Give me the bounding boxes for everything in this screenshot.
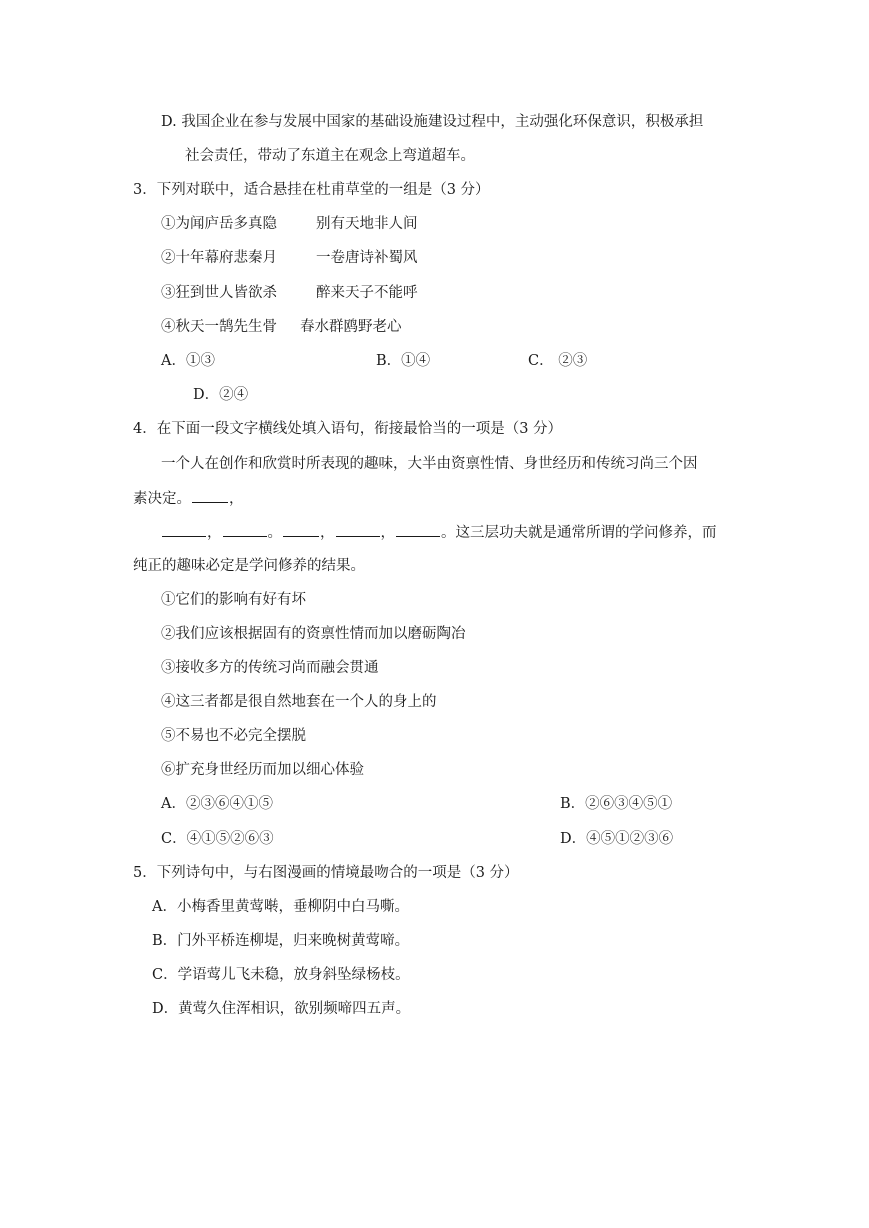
q5-option-b: B．门外平桥连柳堤，归来晚树黄莺啼。	[152, 933, 410, 949]
q4-blank-1	[192, 488, 228, 503]
q4-item-2: ②我们应该根据固有的资禀性情而加以磨砺陶冶	[161, 626, 466, 642]
q5-stem: 5．下列诗句中，与右图漫画的情境最吻合的一项是（3 分）	[133, 865, 519, 881]
q3-couplet-2-right: 一卷唐诗补蜀风	[316, 250, 418, 266]
q4-sep: ，	[380, 525, 395, 541]
q4-paragraph-line3-tail: 。这三层功夫就是通常所谓的学问修养，而	[441, 525, 717, 541]
q4-blank-2	[162, 522, 206, 537]
q2-option-d-line2: 社会责任，带动了东道主在观念上弯道超车。	[185, 148, 475, 164]
q4-sep: ，	[207, 525, 222, 541]
q3-option-a: A．①③	[161, 353, 215, 369]
q4-option-b: B．②⑥③④⑤①	[560, 796, 673, 812]
q5-option-c: C．学语莺儿飞未稳，放身斜坠绿杨枝。	[152, 967, 410, 983]
q3-couplet-3-right: 醉来天子不能呼	[316, 285, 418, 301]
q4-blank-6	[396, 522, 440, 537]
q4-paragraph-prefix: 素决定。	[133, 491, 191, 507]
q4-item-1: ①它们的影响有好有坏	[161, 592, 306, 608]
q4-paragraph-line1: 一个人在创作和欣赏时所表现的趣味，大半由资禀性情、身世经历和传统习尚三个因	[161, 456, 698, 472]
q4-item-4: ④这三者都是很自然地套在一个人的身上的	[161, 694, 437, 710]
q4-comma: ，	[229, 491, 244, 507]
q4-paragraph-line4: 纯正的趣味必定是学问修养的结果。	[133, 558, 365, 574]
q4-option-a: A．②③⑥④①⑤	[161, 796, 273, 812]
q3-option-d: D．②④	[193, 387, 249, 403]
q4-option-c: C．④①⑤②⑥③	[161, 831, 274, 847]
q4-blank-3	[223, 522, 267, 537]
q4-sep: 。	[267, 525, 282, 541]
q4-item-3: ③接收多方的传统习尚而融会贯通	[161, 660, 379, 676]
q5-option-a: A．小梅香里黄莺啭，垂柳阴中白马嘶。	[152, 899, 409, 915]
q3-couplet-1-right: 别有天地非人间	[316, 216, 418, 232]
q3-option-c: C． ②③	[528, 353, 588, 369]
q3-stem: 3．下列对联中，适合悬挂在杜甫草堂的一组是（3 分）	[133, 182, 490, 198]
q4-stem: 4．在下面一段文字横线处填入语句，衔接最恰当的一项是（3 分）	[133, 421, 563, 437]
q3-couplet-2-left: ②十年幕府悲秦月	[161, 250, 277, 266]
q3-option-b: B．①④	[376, 353, 431, 369]
q4-item-5: ⑤不易也不必完全摆脱	[161, 728, 306, 744]
q3-couplet-4-left: ④秋天一鹄先生骨	[161, 319, 277, 335]
q4-blank-4	[283, 522, 319, 537]
q4-paragraph-line3	[161, 522, 717, 543]
q2-option-d-line1: D. 我国企业在参与发展中国家的基础设施建设过程中，主动强化环保意识，积极承担	[161, 114, 704, 130]
q5-option-d: D．黄莺久住浑相识，欲别频啼四五声。	[152, 1001, 411, 1017]
q4-sep: ，	[320, 525, 335, 541]
q4-item-6: ⑥扩充身世经历而加以细心体验	[161, 762, 364, 778]
q4-option-d: D．④⑤①②③⑥	[560, 831, 674, 847]
q3-couplet-3-left: ③狂到世人皆欲杀	[161, 285, 277, 301]
q4-paragraph-line2	[133, 488, 244, 509]
q4-blank-5	[336, 522, 380, 537]
q3-couplet-1-left: ①为闻庐岳多真隐	[161, 216, 277, 232]
q3-couplet-4-right: 春水群鸥野老心	[300, 319, 402, 335]
